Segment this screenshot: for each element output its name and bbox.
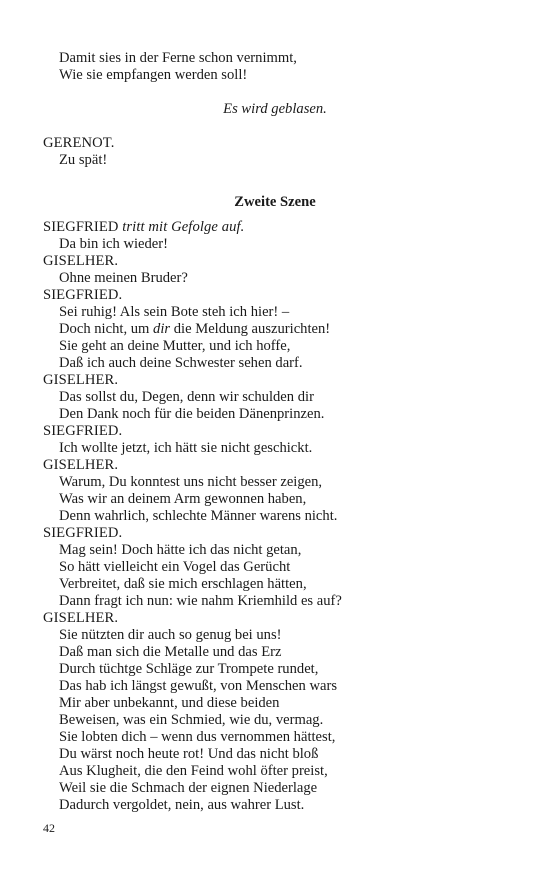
verse-line: Wie sie empfangen werden soll! [59, 67, 248, 83]
verse-line: Denn wahrlich, schlechte Männer warens nicht. [59, 508, 338, 524]
verse-line: Ich wollte jetzt, ich hätt sie nicht geschickt. [59, 440, 313, 456]
verse-line: Aus Klugheit, die den Feind wohl öfter preist, [59, 763, 328, 779]
verse-line: So hätt vielleicht ein Vogel das Gerücht [59, 559, 291, 575]
stage-direction: tritt mit Gefolge auf. [122, 219, 245, 235]
verse-line: Sie nützten dir auch so genug bei uns! [59, 627, 282, 643]
verse-line: Daß ich auch deine Schwester sehen darf. [59, 355, 303, 371]
verse-line: Warum, Du konntest uns nicht besser zeigen, [59, 474, 323, 490]
verse-line: Weil sie die Schmach der eignen Niederlage [59, 780, 318, 796]
verse-line: Das sollst du, Degen, denn wir schulden dir [59, 389, 314, 405]
verse-text: die Meldung auszurichten! [173, 321, 331, 337]
verse-line: Zu spät! [59, 152, 108, 168]
scene-title: Zweite Szene [234, 194, 316, 210]
verse-line: Das hab ich längst gewußt, von Menschen wars [59, 678, 338, 694]
verse-line: Daß man sich die Metalle und das Erz [59, 644, 282, 660]
verse-line: Da bin ich wieder! [59, 236, 169, 252]
verse-line: Verbreitet, daß sie mich erschlagen hätten, [59, 576, 307, 592]
speaker-name: GERENOT. [43, 135, 115, 151]
speaker-name: GISELHER. [43, 253, 119, 269]
verse-line: Mir aber unbekannt, und diese beiden [59, 695, 280, 711]
speaker-name: SIEGFRIED. [43, 525, 123, 541]
verse-line: Du wärst noch heute rot! Und das nicht bloß [59, 746, 319, 762]
speaker-name: GISELHER. [43, 610, 119, 626]
verse-line: Sie lobten dich – wenn dus vernommen hättest, [59, 729, 336, 745]
verse-line: Damit sies in der Ferne schon vernimmt, [59, 50, 297, 66]
verse-line: Was wir an deinem Arm gewonnen haben, [59, 491, 307, 507]
verse-line: Dadurch vergoldet, nein, aus wahrer Lust. [59, 797, 305, 813]
speaker-name: GISELHER. [43, 457, 119, 473]
verse-text: Doch nicht, um [59, 321, 150, 337]
verse-line: Ohne meinen Bruder? [59, 270, 188, 286]
verse-line: Mag sein! Doch hätte ich das nicht getan, [59, 542, 302, 558]
page-number: 42 [43, 821, 55, 835]
stage-direction: Es wird geblasen. [223, 101, 327, 117]
verse-line: Den Dank noch für die beiden Dänenprinzen. [59, 406, 325, 422]
speaker-name: GISELHER. [43, 372, 119, 388]
verse-line: Sie geht an deine Mutter, und ich hoffe, [59, 338, 291, 354]
speaker-name: SIEGFRIED. [43, 287, 123, 303]
verse-line: Beweisen, was ein Schmied, wie du, vermag. [59, 712, 324, 728]
verse-line [59, 321, 330, 338]
speaker-name: SIEGFRIED. [43, 423, 123, 439]
speaker-name: SIEGFRIED [43, 219, 119, 235]
emphasis-word: dir [153, 321, 171, 337]
verse-line: Durch tüchtge Schläge zur Trompete rundet, [59, 661, 319, 677]
verse-line: Dann fragt ich nun: wie nahm Kriemhild es auf? [59, 593, 342, 609]
verse-line: Sei ruhig! Als sein Bote steh ich hier! – [59, 304, 290, 320]
speaker-entry [43, 219, 244, 236]
